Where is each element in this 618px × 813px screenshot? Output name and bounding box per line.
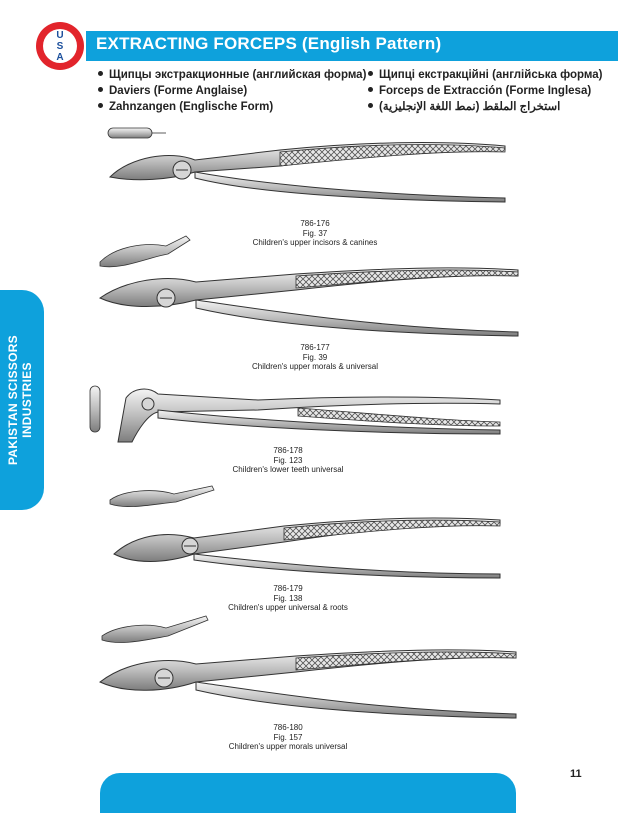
usa-dental-logo (34, 20, 86, 72)
translations-right (368, 67, 603, 115)
product-code: 786-178 (273, 446, 303, 455)
product-desc: Children's upper morals & universal (251, 362, 379, 371)
product-caption-5 (188, 723, 388, 752)
translation-uk: Щипці екстракційні (англійська форма) (368, 67, 603, 83)
page-title: EXTRACTING FORCEPS (English Pattern) (96, 34, 442, 53)
translation-fr: Daviers (Forme Anglaise) (98, 83, 366, 99)
logo-letter-u: U (56, 30, 64, 41)
translation-de: Zahnzangen (Englische Form) (98, 99, 366, 115)
product-desc: Children's lower teeth universal (232, 465, 344, 474)
product-fig: Fig. 123 (273, 455, 303, 465)
product-fig: Fig. 37 (302, 228, 328, 238)
page-number: 11 (570, 768, 582, 780)
product-desc: Children's upper universal & roots (228, 603, 348, 612)
forceps-786-177-image (96, 228, 522, 340)
product-code: 786-179 (273, 584, 303, 593)
forceps-786-179-image (104, 480, 504, 580)
product-code: 786-177 (300, 343, 330, 352)
product-code: 786-180 (273, 723, 303, 732)
product-caption-2 (215, 343, 415, 372)
product-fig: Fig. 157 (273, 732, 303, 742)
forceps-786-176-image (100, 122, 520, 214)
product-fig: Fig. 39 (302, 352, 328, 362)
logo-letter-s: S (56, 41, 64, 52)
forceps-786-178-image (88, 380, 508, 450)
logo-letter-a: A (56, 52, 64, 63)
translation-es: Forceps de Extracción (Forme Inglesa) (368, 83, 603, 99)
translation-ru: Щипцы экстракционные (английская форма) (98, 67, 366, 83)
translations-left (98, 67, 366, 115)
product-desc: Children's upper incisors & canines (252, 238, 378, 247)
side-label: PAKISTAN SCISSORS INDUSTRIES (6, 335, 34, 466)
translation-ar: استخراج الملقط (نمط اللغة الإنجليزية) (368, 99, 603, 115)
forceps-786-180-image (96, 606, 522, 722)
product-fig: Fig. 138 (273, 593, 303, 603)
product-code: 786-176 (300, 219, 330, 228)
product-desc: Children's upper morals universal (228, 742, 348, 751)
product-caption-3 (188, 446, 388, 475)
footer-bar (100, 773, 516, 813)
